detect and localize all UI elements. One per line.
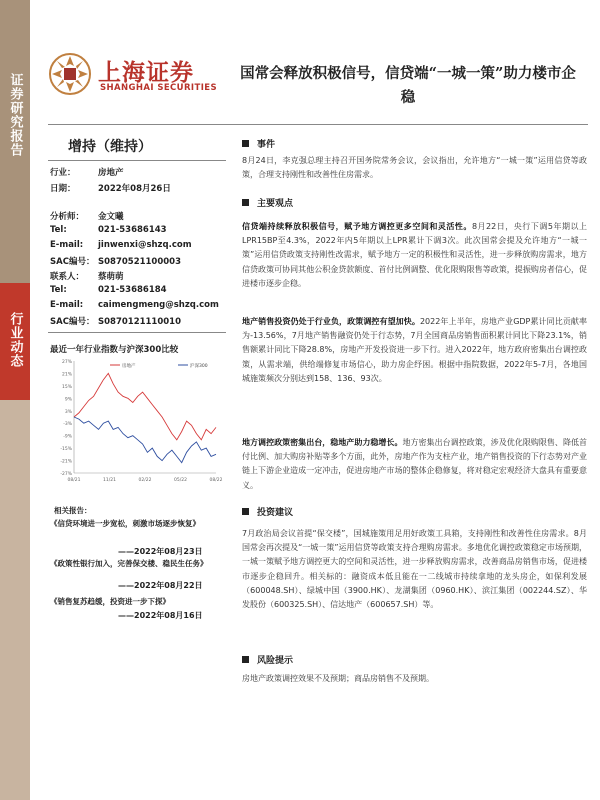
main-point-1: 信贷端持续释放积极信号，赋予地方调控更多空间和灵活性。8月22日，央行下调5年期以上LPR15BP至4.3%，2022年内5年期以上LPR累计下调3次。此次国常会提及允许地方“一城一策”运用信贷政策支持刚性改需求，赋予地方一定的积极性和灵活性，进一步释放购房需求，地方信贷政策可协同其他公积金贷款额度、首付比例调整、优化限购限售等政策，提振购房者信心，促进楼市逐步企稳。 — [242, 222, 588, 288]
rating-divider — [48, 160, 226, 161]
date-row: 日期： 2022年08月26日 — [50, 184, 171, 194]
chart-y-tick-label: -15% — [60, 447, 72, 453]
chart-y-tick-label: -27% — [60, 472, 72, 477]
analyst-row: 分析师： 金文曦 — [50, 212, 124, 222]
chart-y-tick-label: 21% — [61, 372, 72, 378]
related-report-2[interactable]: 《政策性银行加入，完善保交楼、稳民生任务》 — [50, 559, 208, 568]
logo-mark-icon — [48, 52, 92, 96]
risk-text: 房地产政策调控效果不及预期；商品房销售不及预期。 — [242, 674, 434, 683]
chart-y-tick-label: 27% — [61, 360, 72, 365]
related-report-1-date: ——2022年08月23日 — [118, 547, 203, 556]
chart-y-tick-label: 15% — [61, 384, 72, 390]
chart-y-tick-label: -9% — [63, 434, 72, 440]
main-point-3: 地方调控政策密集出台，稳地产助力稳增长。地方密集出台调控政策，涉及优化限购限售、降低首付比例、加大购房补贴等多个方面，此外，房地产作为支柱产业，地产销售投资的下行态势对产业链上下游企业造成一定冲击，促进房地产市场的整体企稳修复，将对稳定宏观经济大盘具有重要意义。 — [242, 438, 588, 490]
related-reports-title: 相关报告： — [54, 506, 92, 515]
chart-x-tick-label: 08/21 — [67, 478, 81, 483]
advice-text: 7月政治局会议首提“保交楼”，国城施策用足用好政策工具箱，支持刚性和改善性住房需求。8月国常会再次提及“一城一策”运用信贷等政策支持合理购房需求。多地优化调控政策稳定市场预期，一城一策赋予地方调控更大的空间和灵活性，进一步释放购房需求，改善商品房销售市场，促进楼市逐步企稳回升。相关标的：融资成本低且能在一二线城市持续拿地的龙头房企，如保利发展（600048.SH）、绿城中国（3900.HK）、龙湖集团（0960.HK）、滨江集团（002244.SZ）、华发股份（600325.SH）、信达地产（600657.SH）等。 — [242, 529, 587, 610]
event-text: 8月24日，李克强总理主持召开国务院常务会议，会议指出，允许地方“一城一策”运用信贷等政策，合理支持刚性和改善性住房需求。 — [242, 156, 587, 180]
chart-series-line-industry — [74, 373, 216, 439]
email1-row: E-mail: jinwenxi@shzq.com — [50, 240, 192, 250]
main-point-2: 地产销售投资仍处于行业负，政策调控有望加快。2022年上半年，房地产业GDP累计同比贡献率为-13.56%，7月地产销售融资仍处于行态势，7月全国商品房销售面积累计同比下降23.1%，销售额累计同比下降28.8%，房地产开发投资进一步下行。进入2022年，地方政府密集出台调控政策，从需求端，供给端修复市场信心，助力房企纾困。根据中指院数据，2022年5-7月，各地国城施策频次分别达到158、136、93次。 — [242, 317, 587, 383]
related-report-2-date: ——2022年08月22日 — [118, 581, 203, 590]
bullet-square-icon — [242, 656, 249, 663]
sidebar-report-type: 证券研究报告 — [7, 73, 23, 157]
chart-y-tick-label: -3% — [63, 422, 72, 428]
logo-name-en: SHANGHAI SECURITIES — [100, 83, 217, 93]
rating: 增持（维持） — [68, 139, 152, 155]
section-main-points-heading: 主要观点 — [242, 196, 293, 209]
bullet-square-icon — [242, 508, 249, 515]
industry-row: 行业： 房地产 — [50, 168, 124, 178]
chart-title: 最近一年行业指数与沪深300比较 — [50, 345, 179, 355]
bullet-square-icon — [242, 199, 249, 206]
sac1-row: SAC编号： S0870521100003 — [50, 257, 182, 267]
chart-x-tick-label: 02/22 — [138, 478, 152, 483]
related-report-3-date: ——2022年08月16日 — [118, 611, 203, 620]
chart-legend-label: 沪深300 — [190, 364, 208, 369]
related-report-3[interactable]: 《销售复苏趋缓，投资进一步下探》 — [50, 597, 170, 606]
index-chart — [50, 355, 223, 485]
title-divider — [48, 124, 588, 125]
chart-x-tick-label: 11/21 — [103, 478, 116, 483]
related-report-1[interactable]: 《信贷环境进一步宽松，刺激市场逐步恢复》 — [50, 519, 200, 528]
sidebar — [0, 0, 30, 800]
chart-legend-label: 房地产 — [122, 364, 136, 369]
company-logo — [48, 52, 218, 102]
bullet-square-icon — [242, 140, 249, 147]
section-risk-heading: 风险提示 — [242, 653, 293, 666]
sidebar-category: 行业动态 — [7, 312, 23, 368]
chart-y-tick-label: -21% — [60, 459, 72, 465]
info-divider — [48, 332, 226, 333]
chart-x-tick-label: 05/22 — [174, 478, 187, 483]
chart-y-tick-label: 9% — [64, 397, 72, 403]
email2-row: E-mail: caimengmeng@shzq.com — [50, 300, 219, 310]
chart-y-tick-label: 3% — [64, 409, 72, 415]
chart-series-line-hs300 — [74, 417, 216, 463]
report-title: 国常会释放积极信号，信贷端“一城一策”助力楼市企稳 — [240, 65, 576, 106]
section-event-heading: 事件 — [242, 137, 275, 150]
tel2-row: Tel: 021-53686184 — [50, 285, 167, 295]
contact-row: 联系人： 蔡萌萌 — [50, 272, 124, 282]
chart-x-tick-label: 08/22 — [209, 478, 223, 483]
sidebar-bottom-band — [0, 400, 30, 800]
section-advice-heading: 投资建议 — [242, 505, 293, 518]
tel1-row: Tel: 021-53686143 — [50, 225, 167, 235]
sac2-row: SAC编号： S0870121110010 — [50, 317, 182, 327]
logo-name-cn: 上海证券 — [98, 59, 194, 86]
